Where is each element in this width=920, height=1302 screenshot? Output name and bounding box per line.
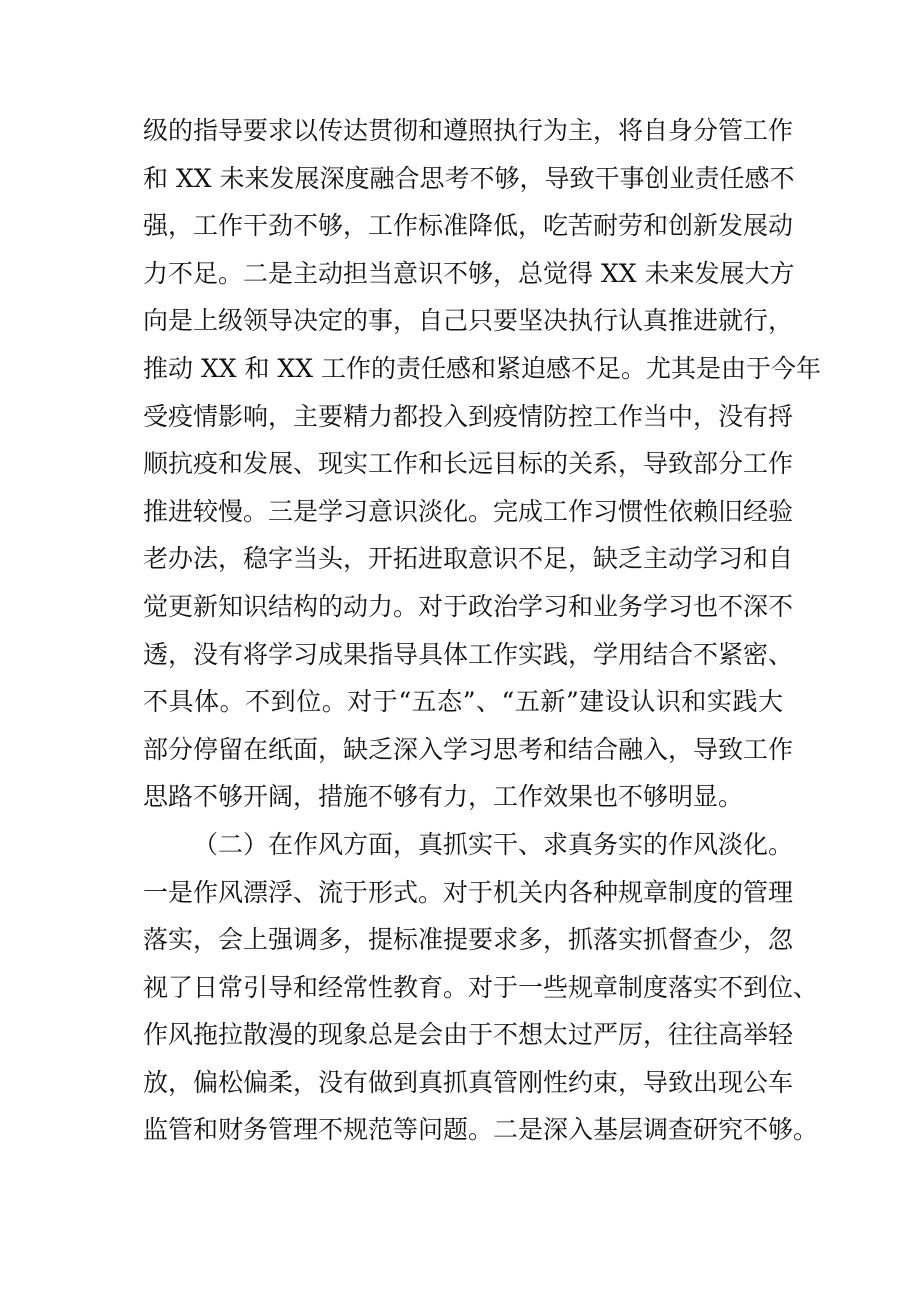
text-line: 力不足。二是主动担当意识不够，总觉得 XX 未来发展大方 [143, 258, 795, 288]
section-heading-line: （二）在作风方面，真抓实干、求真务实的作风淡化。 [193, 829, 794, 859]
text-line: 作风拖拉散漫的现象总是会由于不想太过严厉，往往高举轻 [143, 1020, 794, 1050]
text-line: 监管和财务管理不规范等问题。二是深入基层调查研究不够。 [143, 1115, 819, 1145]
text-line: 级的指导要求以传达贯彻和遵照执行为主，将自身分管工作 [143, 116, 794, 145]
text-line: 部分停留在纸面，缺乏深入学习思考和结合融入，导致工作 [143, 734, 794, 764]
text-line: 推动 XX 和 XX 工作的责任感和紧迫感不足。尤其是由于今年 [143, 353, 821, 383]
text-line: 一是作风漂浮、流于形式。对于机关内各种规章制度的管理 [143, 877, 794, 907]
text-line: 落实，会上强调多，提标准提要求多，抓落实抓督查少，忽 [143, 925, 794, 955]
text-line: 放，偏松偏柔，没有做到真抓真管刚性约束，导致出现公车 [143, 1067, 794, 1097]
text-line: 视了日常引导和经常性教育。对于一些规章制度落实不到位、 [143, 972, 819, 1002]
text-line: 推进较慢。三是学习意识淡化。完成工作习惯性依赖旧经验 [143, 496, 794, 526]
text-line: 老办法，稳字当头，开拓进取意识不足，缺乏主动学习和自 [143, 544, 794, 574]
document-body [143, 107, 821, 1154]
text-line: 顺抗疫和发展、现实工作和长远目标的关系，导致部分工作 [143, 449, 794, 479]
text-line: 不具体。不到位。对于“五态”、“五新”建设认识和实践大 [143, 687, 783, 717]
text-line: 和 XX 未来发展深度融合思考不够，导致干事创业责任感不 [143, 163, 795, 193]
text-line: 强，工作干劲不够，工作标准降低，吃苦耐劳和创新发展动 [143, 211, 794, 241]
text-line: 受疫情影响，主要精力都投入到疫情防控工作当中，没有捋 [143, 401, 794, 431]
text-line: 透，没有将学习成果指导具体工作实践，学用结合不紧密、 [143, 639, 794, 669]
paragraph-last-line: 思路不够开阔，措施不够有力，工作效果也不够明显。 [143, 782, 744, 812]
text-line: 觉更新知识结构的动力。对于政治学习和业务学习也不深不 [143, 591, 794, 621]
text-line: 向是上级领导决定的事，自己只要坚决执行认真推进就行， [143, 306, 794, 336]
